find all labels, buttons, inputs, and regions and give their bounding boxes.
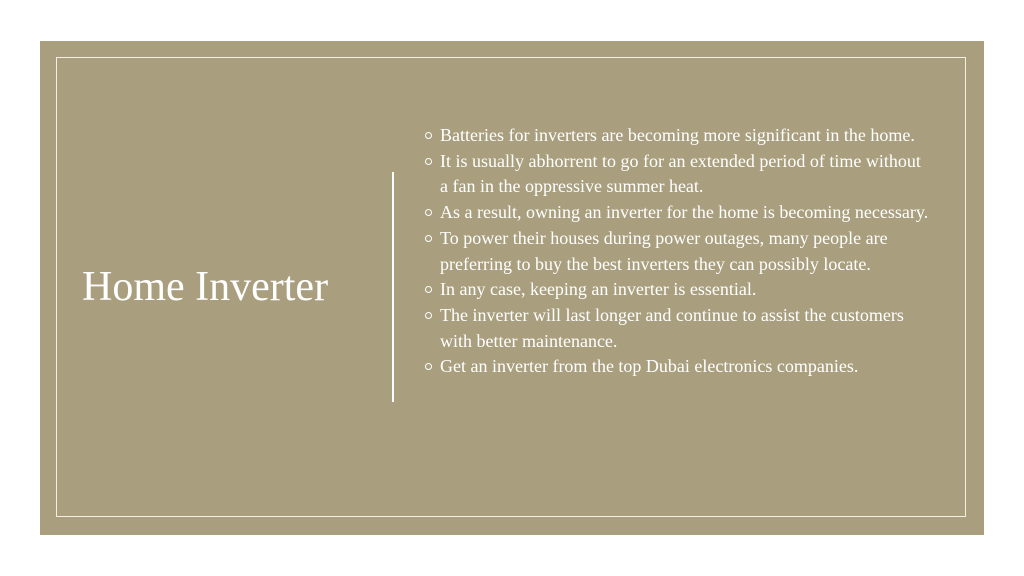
bullet-text: In any case, keeping an inverter is essential.	[440, 279, 757, 300]
list-item	[420, 226, 932, 277]
bullet-text: To power their houses during power outages, many people are preferring to buy the best inverters they can possibly locate.	[440, 227, 888, 274]
bullet-text: It is usually abhorrent to go for an extended period of time without a fan in the oppressive summer heat.	[440, 150, 921, 197]
hollow-circle-bullet-icon	[425, 235, 432, 242]
hollow-circle-bullet-icon	[425, 158, 432, 165]
list-item	[420, 123, 932, 149]
hollow-circle-bullet-icon	[425, 209, 432, 216]
list-item	[420, 149, 932, 200]
bullet-text: Batteries for inverters are becoming more significant in the home.	[440, 125, 915, 145]
bullet-list	[420, 123, 932, 380]
list-item	[420, 303, 932, 354]
hollow-circle-bullet-icon	[425, 363, 432, 370]
hollow-circle-bullet-icon	[425, 286, 432, 293]
list-item	[420, 200, 932, 226]
bullet-text: Get an inverter from the top Dubai electronics companies.	[440, 356, 859, 377]
bullet-text: As a result, owning an inverter for the home is becoming necessary.	[440, 202, 929, 223]
list-item	[420, 277, 932, 303]
list-item	[420, 354, 932, 380]
hollow-circle-bullet-icon	[425, 312, 432, 319]
slide	[40, 41, 984, 535]
vertical-divider	[392, 172, 394, 402]
hollow-circle-bullet-icon	[425, 132, 432, 139]
bullet-text: The inverter will last longer and continue to assist the customers with better maintenance.	[440, 304, 904, 351]
slide-title: Home Inverter	[82, 264, 329, 310]
